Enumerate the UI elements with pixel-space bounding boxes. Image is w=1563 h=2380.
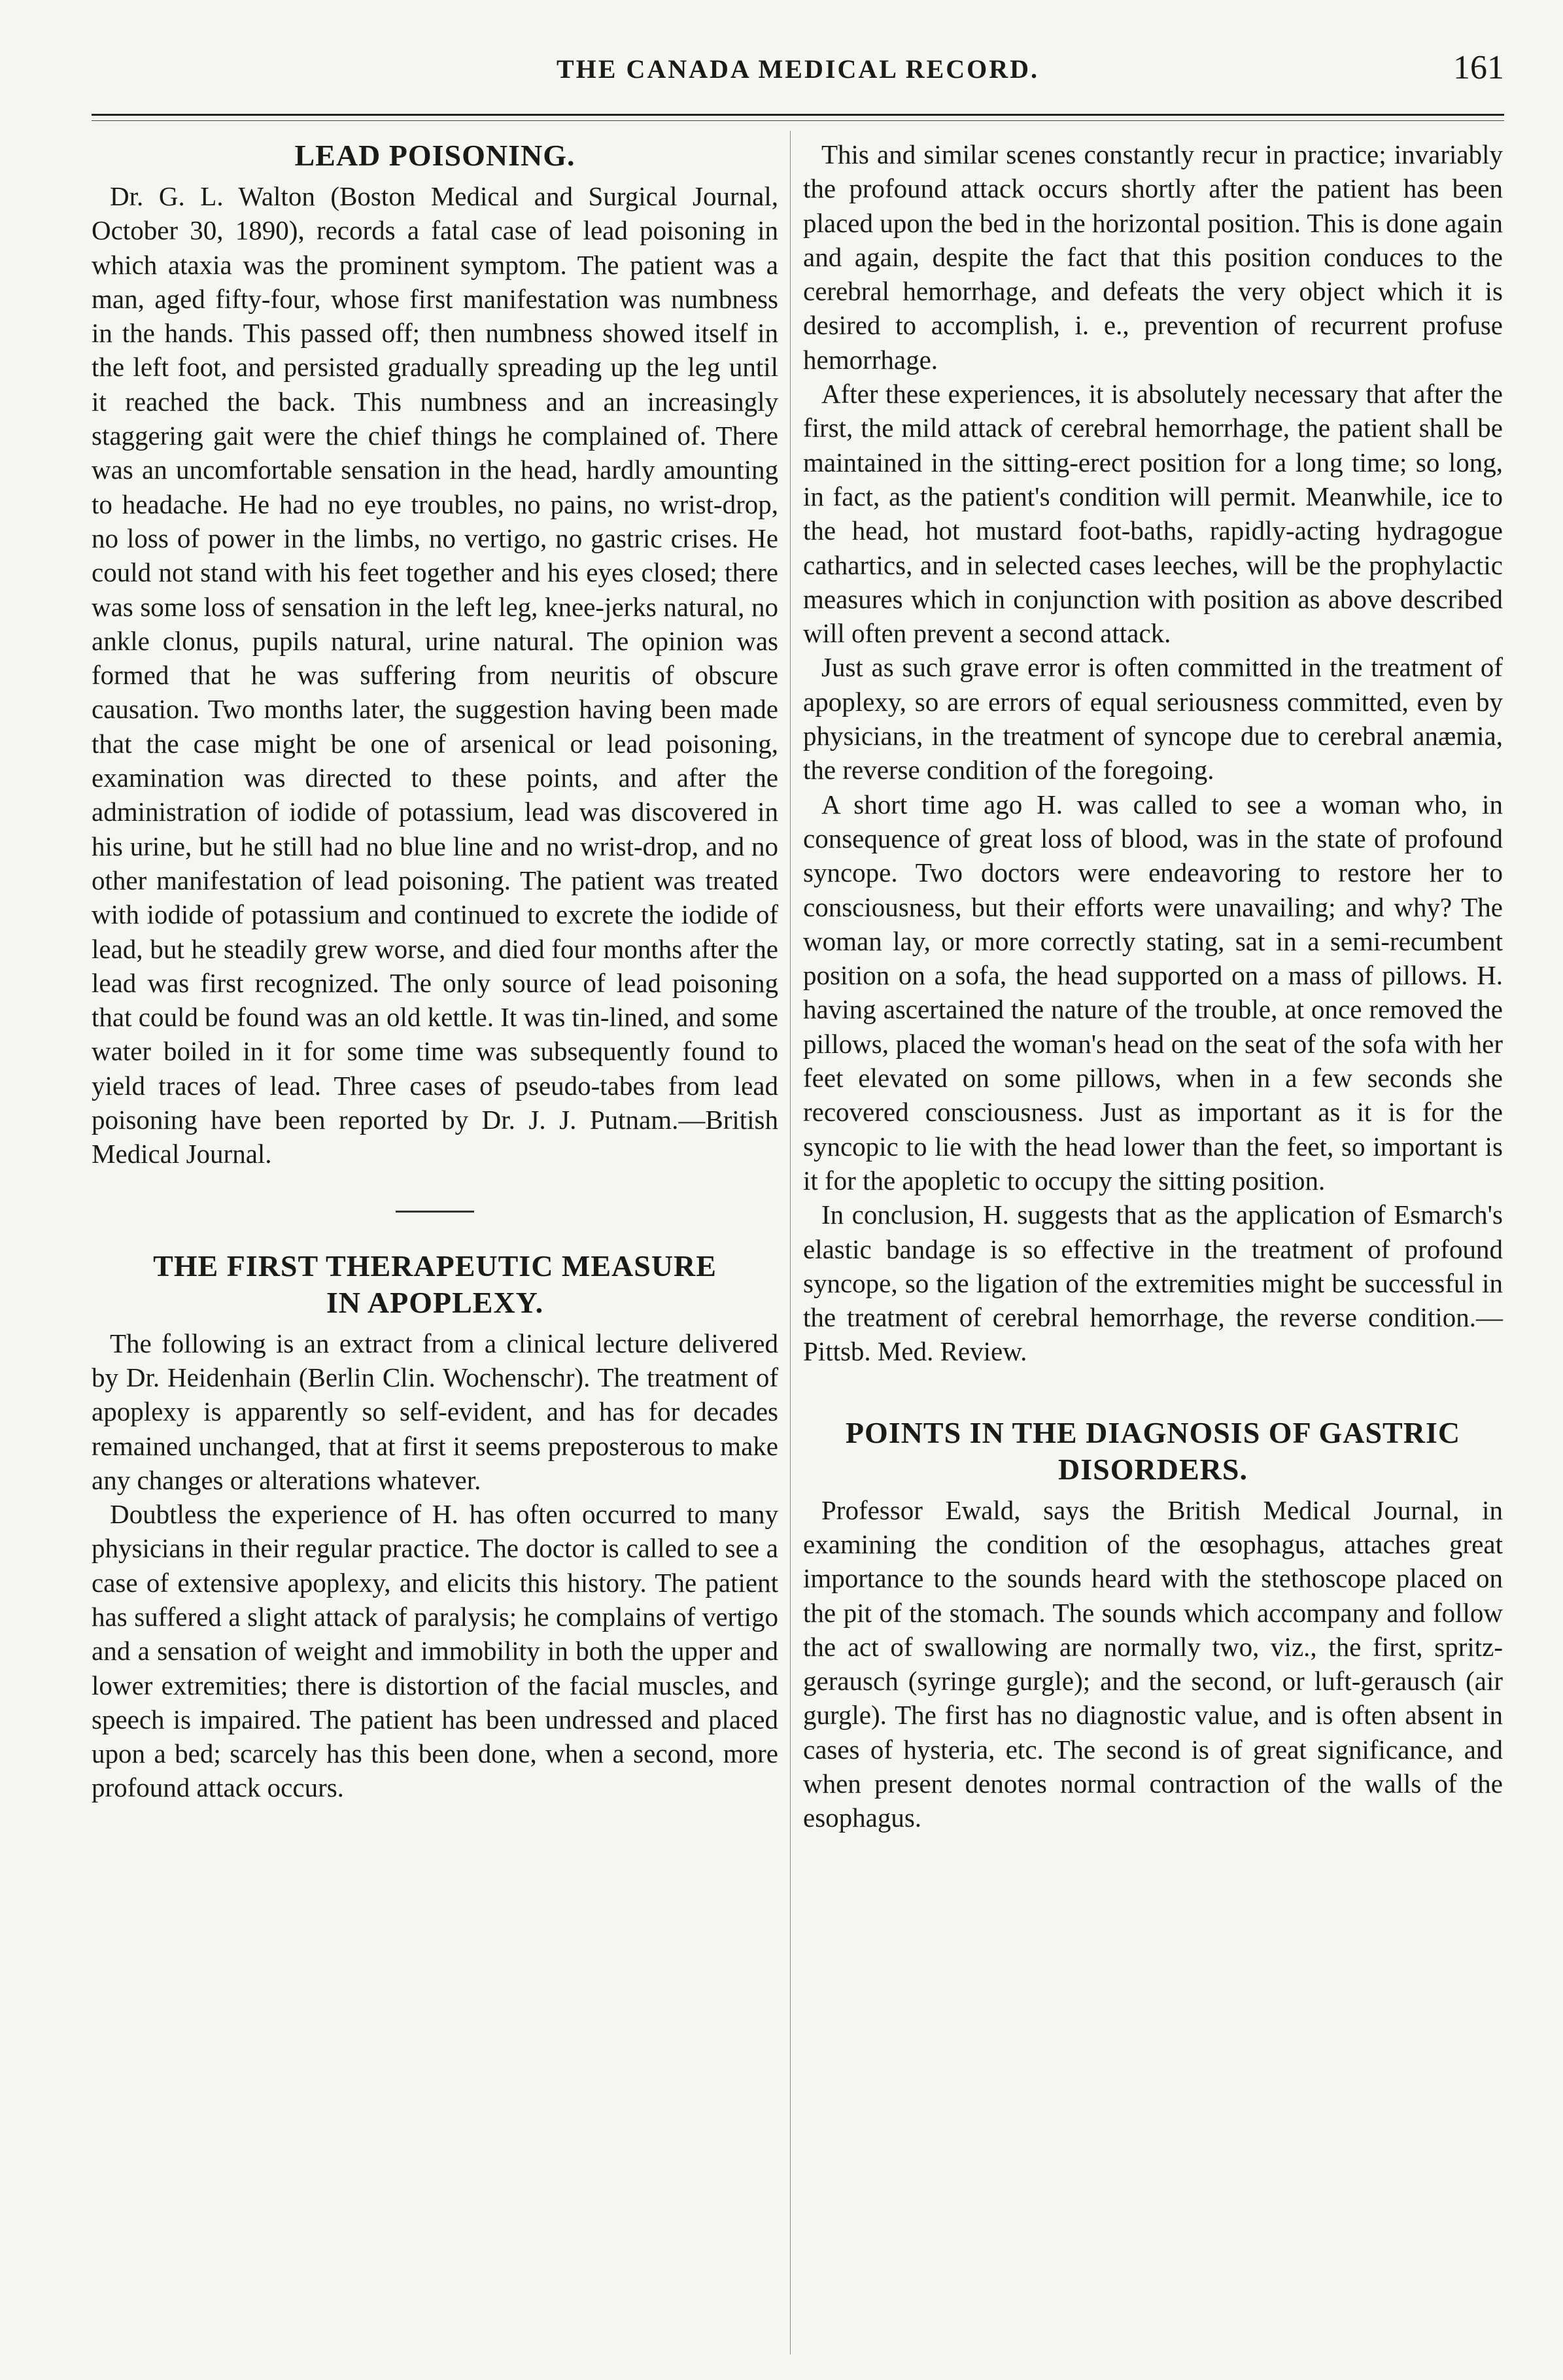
article-title-lead-poisoning: LEAD POISONING. bbox=[294, 139, 575, 172]
lead-poisoning-paragraph: Dr. G. L. Walton (Boston Medical and Surgical Journal, October 30, 1890), records a fatal case of lead poisoning in which ataxia was the prominent symptom. The patient was a man, aged fifty-four, whose first manifestation was numbness in the hands. This passed off; then numbness showed itself in the left foot, and persisted gradually spreading up the leg until it reached the back. This numbness and an increasingly staggering gait were the chief things he complained of. There was an uncomfortable sensation in the head, hardly amounting to headache. He had no eye troubles, no pains, no wrist-drop, no loss of power in the limbs, no vertigo, no gastric crises. He could not stand with his feet together and his eyes closed; there was some loss of sensation in the left leg, knee-jerks natural, no ankle clonus, pupils natural, urine natural. The opinion was formed that he was suffering from neuritis of obscure causation. Two months later, the suggestion having been made that the case might be one of arsenical or lead poisoning, examination was directed to these points, and after the administration of iodide of potassium, lead was discovered in his urine, but he still had no blue line and no wrist-drop, and no other manifestation of lead poisoning. The patient was treated with iodide of potassium and continued to excrete the iodide of lead, but he steadily grew worse, and died four months after the lead was first recognized. The only source of lead poisoning that could be found was an old kettle. It was tin-lined, and some water boiled in it for some time was subsequently found to yield traces of lead. Three cases of pseudo-tabes from lead poisoning have been reported by Dr. J. J. Putnam.—British Medical Journal. bbox=[92, 181, 778, 1169]
column-divider bbox=[790, 131, 791, 2354]
article-separator bbox=[396, 1211, 474, 1213]
right-column bbox=[803, 137, 1503, 1835]
apoplexy-paragraph-6: A short time ago H. was called to see a woman who, in consequence of great loss of blood, was in the state of profound syncope. Two doctors were endeavoring to restore her to consciousness, but their efforts were unavailing; and why? The woman lay, or more correctly stating, sat in a semi-recumbent position on a sofa, the head supported on a mass of pillows. H. having ascertained the nature of the trouble, at once removed the pillows, placed the woman's head on the seat of the sofa with her feet elevated on some pillows, when in a few seconds she recovered consciousness. Just as important as it is for the syncopic to lie with the head lower than the feet, so important is it for the apopletic to occupy the sitting position. bbox=[803, 789, 1503, 1196]
header-rule-thin bbox=[92, 120, 1504, 121]
gastric-paragraph: Professor Ewald, says the British Medical Journal, in examining the condition of the œsophagus, attaches great importance to the sounds heard with the stethoscope placed on the pit of the stomach. The sounds which accompany and follow the act of swallowing are normally two, viz., the first, spritz-gerausch (syringe gurgle); and the second, or luft-gerausch (air gurgle). The first has no diagnostic value, and is often absent in cases of hysteria, etc. The second is of great significance, and when present denotes normal contraction of the walls of the esophagus. bbox=[803, 1494, 1503, 1833]
apoplexy-paragraph-5: Just as such grave error is often committed in the treatment of apoplexy, so are errors of equal seriousness committed, even by physicians, in the treatment of syncope due to cerebral anæmia, the reverse condition of the foregoing. bbox=[803, 652, 1503, 785]
left-column bbox=[92, 137, 778, 1805]
apoplexy-paragraph-3: This and similar scenes constantly recur in practice; invariably the profound attack occurs shortly after the patient has been placed upon the bed in the horizontal position. This is done again and again, despite the fact that this position conduces to the cerebral hemorrhage, and defeats the very object which it is desired to accomplish, i. e., prevention of recurrent profuse hemorrhage. bbox=[803, 139, 1503, 375]
page-number: 161 bbox=[1453, 49, 1504, 86]
running-head bbox=[92, 48, 1504, 88]
article-title-gastric-line2: DISORDERS. bbox=[1058, 1452, 1248, 1486]
apoplexy-paragraph-2: Doubtless the experience of H. has often occurred to many physicians in their regular practice. The doctor is called to see a case of extensive apoplexy, and elicits this history. The patient has suffered a slight attack of paralysis; he complains of vertigo and a sensation of weight and immobility in both the upper and lower extremities; there is distortion of the facial muscles, and speech is impaired. The patient has been undressed and placed upon a bed; scarcely has this been done, when a second, more profound attack occurs. bbox=[92, 1499, 778, 1803]
article-title-apoplexy-line1: THE FIRST THERAPEUTIC MEASURE bbox=[153, 1249, 717, 1283]
apoplexy-paragraph-1: The following is an extract from a clinical lecture delivered by Dr. Heidenhain (Berlin Clin. Wochenschr). The treatment of apoplexy is apparently so self-evident, and has for decades remained unchanged, that at first it seems preposterous to make any changes or alterations whatever. bbox=[92, 1328, 778, 1495]
apoplexy-paragraph-4: After these experiences, it is absolutely necessary that after the first, the mild attack of cerebral hemorrhage, the patient shall be maintained in the sitting-erect position for a long time; so long, in fact, as the patient's condition will permit. Meanwhile, ice to the head, hot mustard foot-baths, rapidly-acting hydragogue cathartics, and in selected cases leeches, will be the prophylactic measures which in conjunction with position as above described will often prevent a second attack. bbox=[803, 379, 1503, 649]
header-rule bbox=[92, 114, 1504, 116]
article-title-apoplexy-line2: IN APOPLEXY. bbox=[326, 1285, 544, 1319]
running-title: THE CANADA MEDICAL RECORD. bbox=[556, 54, 1040, 84]
apoplexy-paragraph-7: In conclusion, H. suggests that as the application of Esmarch's elastic bandage is so effective in the treatment of profound syncope, so the ligation of the extremities might be successful in the treatment of cerebral hemorrhage, the reverse condition.—Pittsb. Med. Review. bbox=[803, 1199, 1503, 1367]
article-title-gastric-line1: POINTS IN THE DIAGNOSIS OF GASTRIC bbox=[845, 1415, 1461, 1449]
